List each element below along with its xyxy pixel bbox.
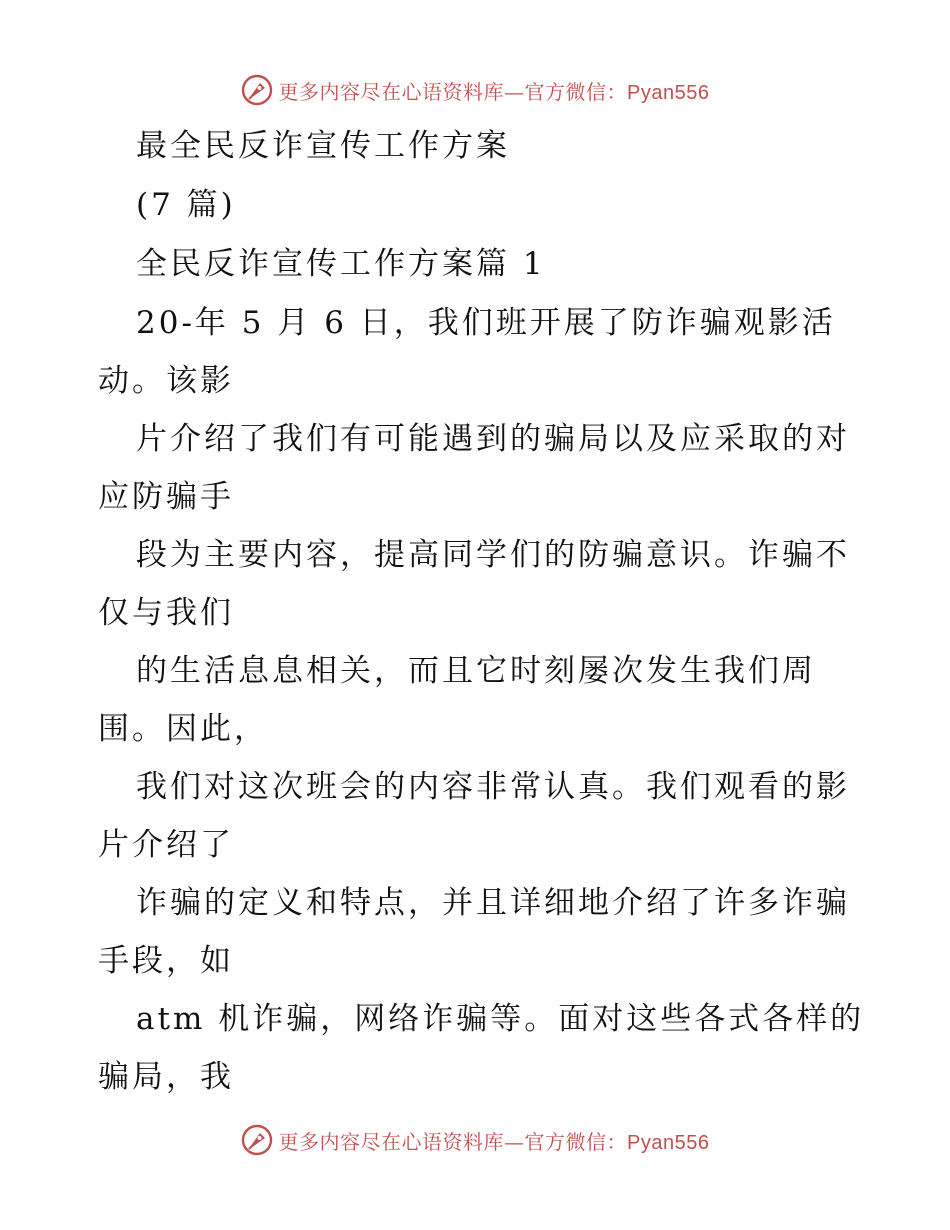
paragraph-line: 片介绍了我们有可能遇到的骗局以及应采取的对 <box>136 421 850 457</box>
paragraph-line: 诈骗的定义和特点，并且详细地介绍了许多诈骗 <box>136 885 850 921</box>
watermark-account: Pyan556 <box>627 1131 710 1154</box>
paragraph-line: 段为主要内容，提高同学们的防骗意识。诈骗不 <box>136 537 850 573</box>
fountain-pen-nib-icon <box>241 1124 273 1156</box>
watermark-text: 更多内容尽在心语资料库—官方微信：Pyan556 <box>278 79 710 104</box>
paragraph-line: 的生活息息相关，而且它时刻屡次发生我们周 <box>136 653 816 689</box>
paragraph-line: 围。因此， <box>98 711 268 747</box>
paragraph-line: 仅与我们 <box>98 595 234 631</box>
paragraph-line: 我们对这次班会的内容非常认真。我们观看的影 <box>136 769 850 805</box>
paragraph-line: 动。该影 <box>98 363 234 399</box>
section-heading: 全民反诈宣传工作方案篇 1 <box>136 246 546 282</box>
paragraph-line: 20-年 5 月 6 日，我们班开展了防诈骗观影活 <box>136 305 836 341</box>
paragraph-line: 应防骗手 <box>98 479 234 515</box>
paragraph-line: 手段，如 <box>98 943 234 979</box>
paragraph-line: 片介绍了 <box>98 827 234 863</box>
fountain-pen-nib-icon <box>241 74 273 106</box>
watermark-text: 更多内容尽在心语资料库—官方微信：Pyan556 <box>278 1129 710 1154</box>
footer-watermark <box>0 1120 950 1160</box>
document-subtitle: (7 篇) <box>136 187 236 223</box>
header-watermark <box>0 70 950 110</box>
paragraph-line: 骗局，我 <box>98 1059 234 1095</box>
document-title: 最全民反诈宣传工作方案 <box>136 128 510 164</box>
watermark-account: Pyan556 <box>627 81 710 104</box>
paragraph-line: atm 机诈骗，网络诈骗等。面对这些各式各样的 <box>136 1001 865 1037</box>
